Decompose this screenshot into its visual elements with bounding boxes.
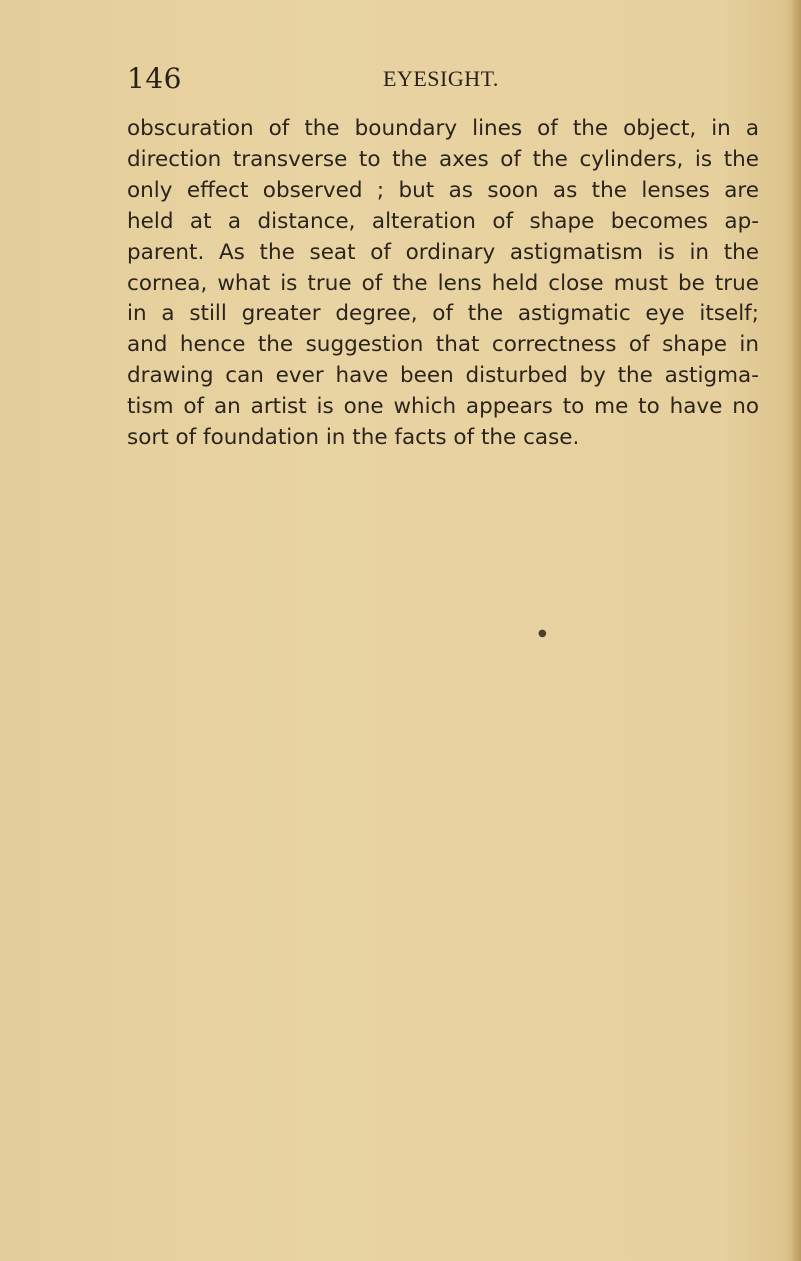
body-paragraph: [127, 114, 759, 454]
running-head: EYESIGHT.: [383, 66, 499, 91]
text-line: tism of an artist is one which appears to me to have no: [127, 394, 759, 420]
text-line: in a still greater degree, of the astigmatic eye itself;: [127, 301, 759, 327]
text-line: only effect observed ; but as soon as the lenses are: [127, 177, 759, 203]
page-number: 146: [127, 62, 182, 95]
text-line: parent. As the seat of ordinary astigmatism is in the: [127, 239, 759, 265]
text-line: and hence the suggestion that correctness of shape in: [127, 332, 759, 358]
ink-speck-icon: ●: [538, 628, 547, 639]
page-header: [127, 62, 607, 102]
text-line: direction transverse to the axes of the cylinders, is the: [127, 146, 759, 172]
text-line: sort of foundation in the facts of the case.: [127, 425, 580, 451]
page-edge-shadow: [791, 0, 801, 1261]
text-line: drawing can ever have been disturbed by the astigma-: [127, 363, 759, 389]
text-line: obscuration of the boundary lines of the object, in a: [127, 116, 759, 141]
text-line: cornea, what is true of the lens held close must be true: [127, 270, 759, 296]
text-line: held at a distance, alteration of shape becomes ap-: [127, 208, 759, 234]
